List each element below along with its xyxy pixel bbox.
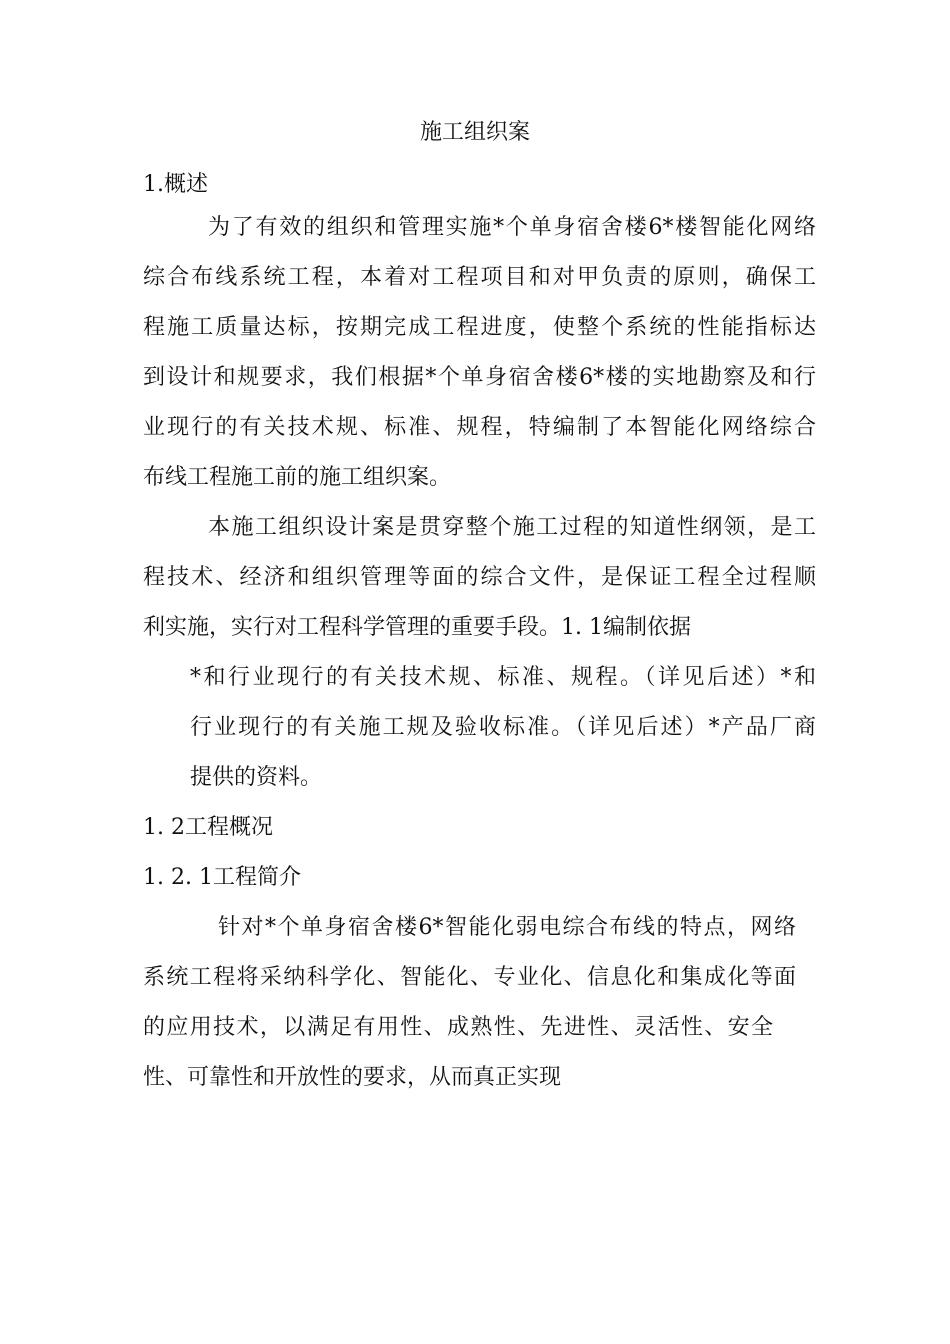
paragraph-line: 为了有效的组织和管理实施*个单身宿舍楼6*楼智能化网络 xyxy=(208,215,816,240)
paragraph-line: 业现行的有关技术规、标准、规程，特编制了本智能化网络综合 xyxy=(143,415,816,440)
section-heading-project-overview: 1. 2工程概况 xyxy=(143,815,273,840)
basis-line: 行业现行的有关施工规及验收标准。（详见后述）*产品厂商 xyxy=(190,715,816,740)
paragraph-line: 综合布线系统工程，本着对工程项目和对甲负责的原则，确保工 xyxy=(143,265,816,290)
document-title: 施工组织案 xyxy=(419,120,530,145)
section-heading-project-intro: 1. 2. 1工程简介 xyxy=(143,865,301,890)
paragraph-line: 到设计和规要求，我们根据*个单身宿舍楼6*楼的实地勘察及和行 xyxy=(143,365,816,390)
paragraph-line: 利实施，实行对工程科学管理的重要手段。1. 1编制依据 xyxy=(143,615,691,640)
paragraph-line: 程施工质量达标，按期完成工程进度，使整个系统的性能指标达 xyxy=(143,315,816,340)
basis-line: 提供的资料。 xyxy=(190,765,323,790)
basis-line: *和行业现行的有关技术规、标准、规程。（详见后述）*和 xyxy=(190,665,816,690)
section-heading-overview: 1.概述 xyxy=(143,172,208,197)
paragraph-line: 本施工组织设计案是贯穿整个施工过程的知道性纲领，是工 xyxy=(208,515,816,540)
paragraph-line: 性、可靠性和开放性的要求，从而真正实现 xyxy=(143,1065,562,1090)
paragraph-line: 系统工程将采纳科学化、智能化、专业化、信息化和集成化等面 xyxy=(143,965,796,990)
paragraph-line: 的应用技术，以满足有用性、成熟性、先进性、灵活性、安全 xyxy=(143,1015,773,1040)
paragraph-line: 针对*个单身宿舍楼6*智能化弱电综合布线的特点，网络 xyxy=(218,915,796,940)
paragraph-line: 布线工程施工前的施工组织案。 xyxy=(143,465,452,490)
paragraph-line: 程技术、经济和组织管理等面的综合文件，是保证工程全过程顺 xyxy=(143,565,816,590)
